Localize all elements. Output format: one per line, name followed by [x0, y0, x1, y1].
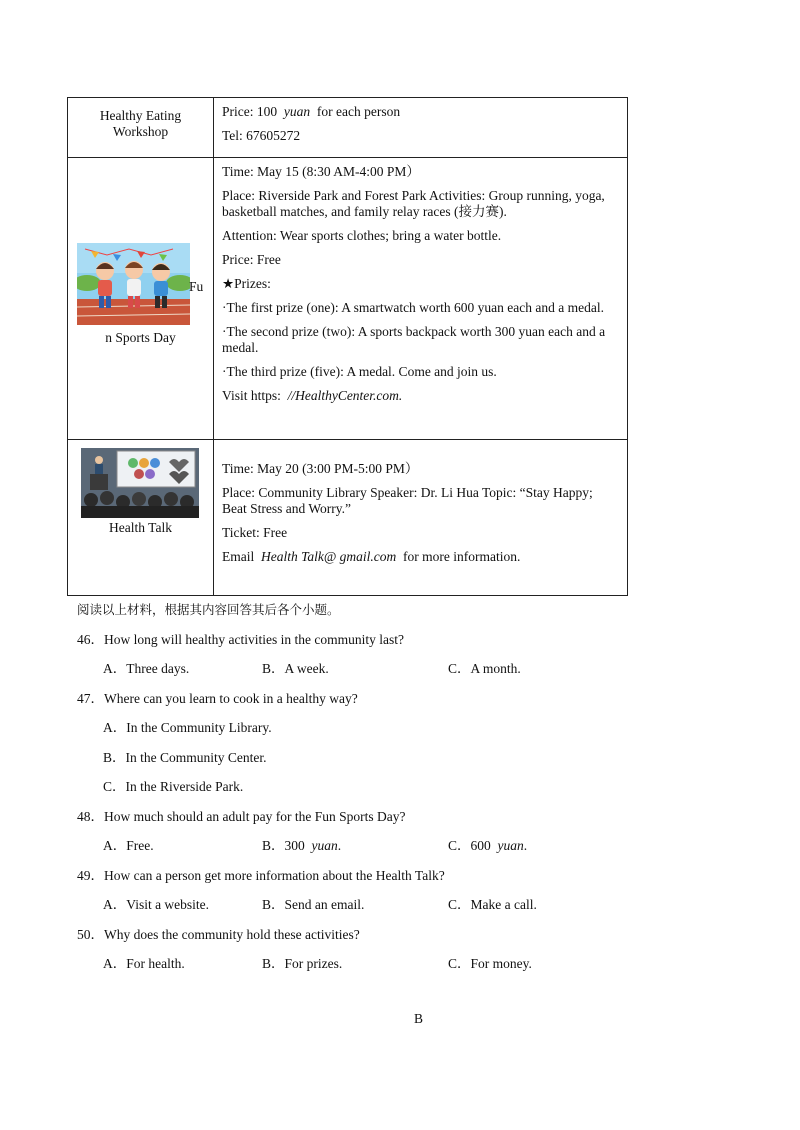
health-talk-ticket: Ticket: Free: [222, 525, 288, 540]
first-prize: ·The first prize (one): A smartwatch worth 600 yuan each and a medal.: [222, 300, 604, 315]
q47-option-a[interactable]: A．In the Community Library.: [103, 720, 272, 735]
question-50: 50．Why does the community hold these activities?: [77, 927, 360, 942]
second-prize: ·The second prize (two): A sports backpack worth 300 yuan each and a medal.: [222, 324, 606, 355]
workshop-price: Price: 100 yuan for each person: [222, 104, 401, 119]
email-address[interactable]: Health Talk@ gmail.com: [261, 549, 397, 564]
q48-option-c[interactable]: C．600 yuan.: [448, 838, 528, 853]
q49-option-c[interactable]: C．Make a call.: [448, 897, 537, 912]
instruction: 阅读以上材料，根据其内容回答其后各个小题。: [77, 602, 340, 617]
question-49: 49．How can a person get more information about the Health Talk?: [77, 868, 445, 883]
health-talk-time: Time: May 20 (3:00 PM-5:00 PM）: [222, 461, 419, 476]
sports-day-image: [77, 243, 190, 325]
workshop-details-cell: [214, 98, 628, 158]
sports-day-attention: Attention: Wear sports clothes; bring a water bottle.: [222, 228, 502, 243]
sports-day-visit: Visit https: //HealthyCenter.com.: [222, 388, 403, 403]
sports-day-place: Place: Riverside Park and Forest Park Activities: Group running, yoga, basketball matches, and family relay races (接力赛).: [222, 188, 605, 219]
q46-option-c[interactable]: C．A month.: [448, 661, 521, 676]
q50-option-b[interactable]: B．For prizes.: [262, 956, 343, 971]
health-talk-caption: Health Talk: [109, 520, 172, 535]
workshop-title-cell: [68, 98, 214, 158]
workshop-title: Healthy Eating Workshop: [99, 108, 182, 139]
health-talk-details-cell: [214, 440, 628, 596]
question-47: 47．Where can you learn to cook in a healthy way?: [77, 691, 358, 706]
third-prize: ·The third prize (five): A medal. Come and join us.: [222, 364, 497, 379]
q46-option-a[interactable]: A．Three days.: [103, 661, 190, 676]
q50-option-a[interactable]: A．For health.: [103, 956, 185, 971]
website-link[interactable]: //HealthyCenter.com.: [287, 388, 403, 403]
sports-day-caption: n Sports Day: [105, 330, 176, 345]
q49-option-a[interactable]: A．Visit a website.: [103, 897, 210, 912]
workshop-tel: Tel: 67605272: [222, 128, 301, 143]
health-talk-image: [81, 448, 199, 518]
q50-option-c[interactable]: C．For money.: [448, 956, 532, 971]
activities-table: [67, 97, 628, 596]
q49-option-b[interactable]: B．Send an email.: [262, 897, 365, 912]
q47-option-c[interactable]: C．In the Riverside Park.: [103, 779, 244, 794]
health-talk-place: Place: Community Library Speaker: Dr. Li Hua Topic: “Stay Happy; Beat Stress and Worry.”: [222, 485, 593, 516]
q48-option-b[interactable]: B．300 yuan.: [262, 838, 342, 853]
health-talk-cell: [68, 440, 214, 596]
sports-day-prizes-heading: ★Prizes:: [222, 276, 271, 291]
section-label: B: [414, 1011, 424, 1026]
q47-option-b[interactable]: B．In the Community Center.: [103, 750, 267, 765]
sports-day-cell: [68, 158, 214, 440]
sports-day-time: Time: May 15 (8:30 AM-4:00 PM）: [222, 164, 420, 179]
health-talk-email: Email Health Talk@ gmail.com for more information.: [222, 549, 521, 564]
sports-day-details-cell: [214, 158, 628, 440]
question-48: 48．How much should an adult pay for the Fun Sports Day?: [77, 809, 406, 824]
sports-day-side-text: Fu: [189, 279, 204, 294]
q48-option-a[interactable]: A．Free.: [103, 838, 154, 853]
sports-day-price: Price: Free: [222, 252, 281, 267]
question-46: 46．How long will healthy activities in the community last?: [77, 632, 404, 647]
q46-option-b[interactable]: B．A week.: [262, 661, 329, 676]
